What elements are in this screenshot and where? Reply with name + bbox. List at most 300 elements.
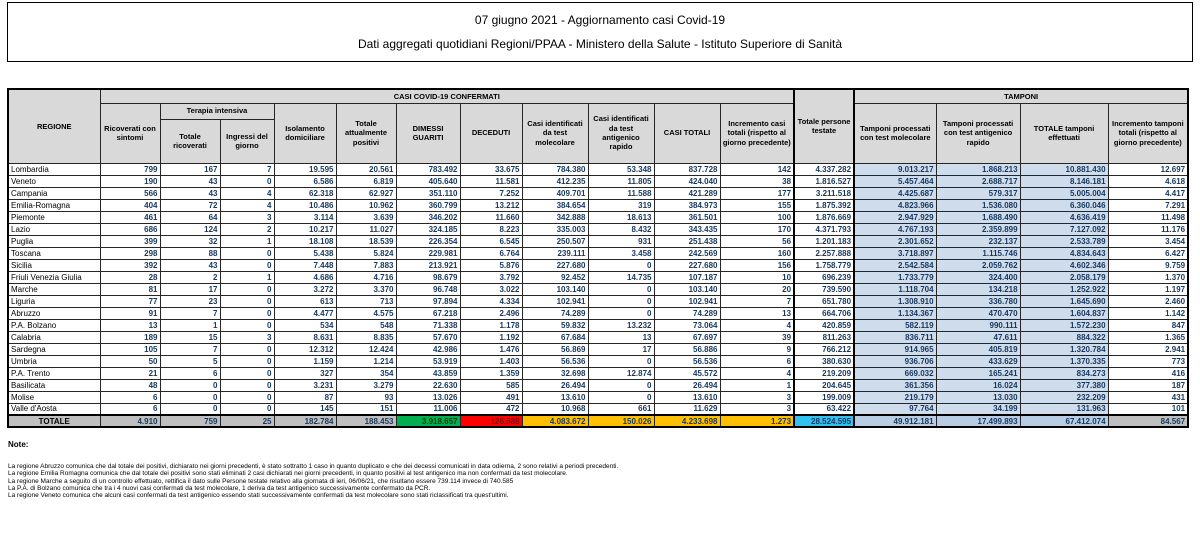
region-name: Calabria (8, 331, 100, 343)
cell: 32 (160, 235, 220, 247)
cell: 6.360.046 (1020, 199, 1108, 211)
cell: 2.947.929 (854, 211, 936, 223)
cell: 101 (1108, 403, 1188, 415)
cell: 3.114 (274, 211, 336, 223)
cell: 56.536 (654, 355, 720, 367)
cell: 9.759 (1108, 259, 1188, 271)
totale-cell: 4.083.672 (522, 415, 588, 427)
header-casi-totali: CASI TOTALI (654, 103, 720, 163)
cell: 0 (588, 307, 654, 319)
cell: 470.470 (936, 307, 1020, 319)
header-deceduti: DECEDUTI (460, 103, 522, 163)
cell: 91 (100, 307, 160, 319)
cell: 13.232 (588, 319, 654, 331)
cell: 73.064 (654, 319, 720, 331)
cell: 11.805 (588, 175, 654, 187)
cell: 10.962 (336, 199, 396, 211)
cell: 0 (160, 403, 220, 415)
cell: 3.279 (336, 379, 396, 391)
cell: 142 (720, 163, 794, 175)
cell: 585 (460, 379, 522, 391)
cell: 0 (588, 283, 654, 295)
cell: 3 (220, 331, 274, 343)
covid-table (7, 88, 1189, 428)
region-name: Valle d'Aosta (8, 403, 100, 415)
cell: 404 (100, 199, 160, 211)
cell: 6.427 (1108, 247, 1188, 259)
cell: 783.492 (396, 163, 460, 175)
cell: 38 (720, 175, 794, 187)
cell: 0 (220, 295, 274, 307)
cell: 213.921 (396, 259, 460, 271)
cell: 773 (1108, 355, 1188, 367)
cell: 1.359 (460, 367, 522, 379)
cell: 834.273 (1020, 367, 1108, 379)
cell: 416 (1108, 367, 1188, 379)
cell: 343.435 (654, 223, 720, 235)
region-name: P.A. Trento (8, 367, 100, 379)
cell: 0 (220, 367, 274, 379)
cell: 32.698 (522, 367, 588, 379)
cell: 651.780 (794, 295, 854, 307)
cell: 4.425.687 (854, 187, 936, 199)
cell: 1.178 (460, 319, 522, 331)
cell: 491 (460, 391, 522, 403)
cell: 17 (160, 283, 220, 295)
cell: 43 (160, 175, 220, 187)
cell: 579.317 (936, 187, 1020, 199)
cell: 1.645.690 (1020, 295, 1108, 307)
cell: 7.291 (1108, 199, 1188, 211)
cell: 93 (336, 391, 396, 403)
header-terapia-intensiva: Terapia intensiva (160, 103, 274, 119)
cell: 74.289 (654, 307, 720, 319)
cell: 134.218 (936, 283, 1020, 295)
cell: 72 (160, 199, 220, 211)
cell: 102.941 (522, 295, 588, 307)
table-row (8, 355, 1188, 367)
note-line: La regione Veneto comunica che alcuni casi confermati da test antigenico essendo stati successivamente confermati da test molecolare sono stati riclassificati tra quest'ultimi. (8, 492, 509, 500)
cell: 88 (160, 247, 220, 259)
cell: 0 (588, 355, 654, 367)
cell: 98.679 (396, 271, 460, 283)
table-row (8, 295, 1188, 307)
cell: 5 (160, 355, 220, 367)
cell: 0 (220, 259, 274, 271)
cell: 74.289 (522, 307, 588, 319)
cell: 45.572 (654, 367, 720, 379)
cell: 713 (336, 295, 396, 307)
region-name: Toscana (8, 247, 100, 259)
cell: 170 (720, 223, 794, 235)
cell: 2.542.584 (854, 259, 936, 271)
cell: 11.176 (1108, 223, 1188, 235)
header-incremento-tamponi: Incremento tamponi totali (rispetto al giorno precedente) (1108, 103, 1188, 163)
cell: 250.507 (522, 235, 588, 247)
note-line: La regione Marche a seguito di un controllo effettuato, rettifica il dato sulle Persone testate relativo alla giornata di ieri, 06/06/21, che risultano essere 739.114 invece di 740.585 (8, 477, 514, 485)
note-line: La regione Abruzzo comunica che dal totale dei positivi, dichiarato nei giorni precedenti, è stato sottratto 1 caso in quanto duplicato e che dei decessi comunicati in data odierna, 2 sono relativi a periodi precedenti. (8, 463, 619, 470)
cell: 319 (588, 199, 654, 211)
cell: 324.185 (396, 223, 460, 235)
header-incremento-casi: Incremento casi totali (rispetto al giorno precedente) (720, 103, 794, 163)
cell: 14.735 (588, 271, 654, 283)
cell: 1.159 (274, 355, 336, 367)
cell: 2.688.717 (936, 175, 1020, 187)
cell: 56.869 (522, 343, 588, 355)
table-row (8, 283, 1188, 295)
cell: 3 (220, 211, 274, 223)
cell: 4.823.966 (854, 199, 936, 211)
header-persone-testate: Totale persone testate (794, 89, 854, 163)
cell: 26.494 (522, 379, 588, 391)
cell: 799 (100, 163, 160, 175)
cell: 661 (588, 403, 654, 415)
cell: 62.318 (274, 187, 336, 199)
cell: 3.211.518 (794, 187, 854, 199)
table-row (8, 187, 1188, 199)
notes-list (8, 463, 1188, 499)
cell: 1.868.213 (936, 163, 1020, 175)
totale-cell: 28.524.595 (794, 415, 854, 427)
cell: 103.140 (522, 283, 588, 295)
region-name: Umbria (8, 355, 100, 367)
cell: 3.639 (336, 211, 396, 223)
cell: 433.629 (936, 355, 1020, 367)
cell: 405.819 (936, 343, 1020, 355)
header-totale-tamponi: TOTALE tamponi effettuati (1020, 103, 1108, 163)
cell: 4.767.193 (854, 223, 936, 235)
cell: 131.963 (1020, 403, 1108, 415)
title-box (7, 2, 1193, 62)
cell: 2.496 (460, 307, 522, 319)
totale-cell: 1.273 (720, 415, 794, 427)
cell: 4.371.793 (794, 223, 854, 235)
cell: 10.881.430 (1020, 163, 1108, 175)
cell: 582.119 (854, 319, 936, 331)
cell: 6 (100, 391, 160, 403)
cell: 13 (588, 331, 654, 343)
cell: 3.792 (460, 271, 522, 283)
cell: 0 (220, 283, 274, 295)
cell: 2.359.899 (936, 223, 1020, 235)
cell: 57.670 (396, 331, 460, 343)
cell: 324.400 (936, 271, 1020, 283)
cell: 10.968 (522, 403, 588, 415)
cell: 4 (220, 187, 274, 199)
cell: 377.380 (1020, 379, 1108, 391)
cell: 15 (160, 331, 220, 343)
cell: 67.218 (396, 307, 460, 319)
cell: 1.142 (1108, 307, 1188, 319)
cell: 2.301.652 (854, 235, 936, 247)
cell: 0 (160, 391, 220, 403)
cell: 4.602.346 (1020, 259, 1108, 271)
cell: 3 (720, 391, 794, 403)
cell: 12.874 (588, 367, 654, 379)
cell: 11.027 (336, 223, 396, 235)
cell: 421.289 (654, 187, 720, 199)
totale-cell: 4.910 (100, 415, 160, 427)
cell: 1.403 (460, 355, 522, 367)
cell: 384.654 (522, 199, 588, 211)
cell: 3.458 (588, 247, 654, 259)
cell: 412.235 (522, 175, 588, 187)
cell: 23 (160, 295, 220, 307)
cell: 346.202 (396, 211, 460, 223)
table-row (8, 247, 1188, 259)
table-row (8, 223, 1188, 235)
cell: 47.611 (936, 331, 1020, 343)
cell: 4.716 (336, 271, 396, 283)
cell: 11.660 (460, 211, 522, 223)
cell: 43 (160, 259, 220, 271)
cell: 13.030 (936, 391, 1020, 403)
cell: 13.610 (522, 391, 588, 403)
totale-cell: 17.499.893 (936, 415, 1020, 427)
cell: 1.875.392 (794, 199, 854, 211)
totale-cell: 84.567 (1108, 415, 1188, 427)
cell: 11.581 (460, 175, 522, 187)
header-group-casi-confermati: CASI COVID-19 CONFERMATI (100, 89, 794, 103)
cell: 472 (460, 403, 522, 415)
cell: 7.883 (336, 259, 396, 271)
region-name: Piemonte (8, 211, 100, 223)
cell: 1.118.704 (854, 283, 936, 295)
table-row (8, 379, 1188, 391)
cell: 11.629 (654, 403, 720, 415)
cell: 0 (220, 355, 274, 367)
cell: 0 (588, 391, 654, 403)
table-row (8, 271, 1188, 283)
cell: 190 (100, 175, 160, 187)
region-name: Veneto (8, 175, 100, 187)
cell: 3 (720, 403, 794, 415)
cell: 102.941 (654, 295, 720, 307)
cell: 242.569 (654, 247, 720, 259)
cell: 28 (100, 271, 160, 283)
cell: 1.604.837 (1020, 307, 1108, 319)
header-dimessi-guariti: DIMESSI GUARITI (396, 103, 460, 163)
cell: 3.454 (1108, 235, 1188, 247)
cell: 56.536 (522, 355, 588, 367)
cell: 67.684 (522, 331, 588, 343)
cell: 167 (160, 163, 220, 175)
cell: 9 (720, 343, 794, 355)
totale-cell: 759 (160, 415, 220, 427)
cell: 81 (100, 283, 160, 295)
region-name: Emilia-Romagna (8, 199, 100, 211)
cell: 42.986 (396, 343, 460, 355)
cell: 8.835 (336, 331, 396, 343)
totale-cell: 188.453 (336, 415, 396, 427)
table-row (8, 199, 1188, 211)
cell: 34.199 (936, 403, 1020, 415)
cell: 5.876 (460, 259, 522, 271)
cell: 43 (160, 187, 220, 199)
cell: 1.688.490 (936, 211, 1020, 223)
cell: 20.561 (336, 163, 396, 175)
cell: 77 (100, 295, 160, 307)
cell: 11.006 (396, 403, 460, 415)
cell: 87 (274, 391, 336, 403)
cell: 53.348 (588, 163, 654, 175)
cell: 420.859 (794, 319, 854, 331)
cell: 4.334 (460, 295, 522, 307)
cell: 107.187 (654, 271, 720, 283)
title-line1: 07 giugno 2021 - Aggiornamento casi Covid-19 (474, 13, 726, 27)
region-name: Friuli Venezia Giulia (8, 271, 100, 283)
cell: 13.610 (654, 391, 720, 403)
cell: 1.320.784 (1020, 343, 1108, 355)
cell: 1.816.527 (794, 175, 854, 187)
cell: 1.365 (1108, 331, 1188, 343)
region-name: Liguria (8, 295, 100, 307)
header-regione: REGIONE (8, 89, 100, 163)
cell: 7 (160, 307, 220, 319)
table-row (8, 391, 1188, 403)
cell: 6 (720, 355, 794, 367)
table-row (8, 175, 1188, 187)
cell: 6.586 (274, 175, 336, 187)
cell: 151 (336, 403, 396, 415)
table-row (8, 343, 1188, 355)
cell: 219.179 (854, 391, 936, 403)
cell: 4.417 (1108, 187, 1188, 199)
cell: 9.013.217 (854, 163, 936, 175)
cell: 361.501 (654, 211, 720, 223)
cell: 13 (720, 307, 794, 319)
cell: 2 (160, 271, 220, 283)
cell: 336.780 (936, 295, 1020, 307)
region-name: Abruzzo (8, 307, 100, 319)
cell: 3.231 (274, 379, 336, 391)
cell: 739.590 (794, 283, 854, 295)
cell: 187 (1108, 379, 1188, 391)
cell: 696.239 (794, 271, 854, 283)
cell: 1.308.910 (854, 295, 936, 307)
cell: 22.630 (396, 379, 460, 391)
cell: 7 (720, 295, 794, 307)
region-name: Molise (8, 391, 100, 403)
cell: 124 (160, 223, 220, 235)
cell: 21 (100, 367, 160, 379)
cell: 18.613 (588, 211, 654, 223)
cell: 424.040 (654, 175, 720, 187)
cell: 380.630 (794, 355, 854, 367)
cell: 1 (720, 379, 794, 391)
region-name: Sardegna (8, 343, 100, 355)
cell: 7.448 (274, 259, 336, 271)
cell: 784.380 (522, 163, 588, 175)
cell: 0 (588, 295, 654, 307)
note-line: La P.A. di Bolzano comunica che tra i 4 nuovi casi confermati da test molecolare, 1 deriva da test antigenico successivamente confermato da PCR. (8, 484, 431, 492)
header-casi-test-molecolare: Casi identificati da test molecolare (522, 103, 588, 163)
cell: 0 (220, 175, 274, 187)
cell: 160 (720, 247, 794, 259)
cell: 884.322 (1020, 331, 1108, 343)
cell: 56.886 (654, 343, 720, 355)
cell: 0 (160, 379, 220, 391)
cell: 847 (1108, 319, 1188, 331)
cell: 351.110 (396, 187, 460, 199)
cell: 1.370.335 (1020, 355, 1108, 367)
cell: 67.697 (654, 331, 720, 343)
cell: 155 (720, 199, 794, 211)
cell: 6.819 (336, 175, 396, 187)
cell: 1.252.922 (1020, 283, 1108, 295)
cell: 3.718.897 (854, 247, 936, 259)
header-totale-attualmente-positivi: Totale attualmente positivi (336, 103, 396, 163)
cell: 2.058.179 (1020, 271, 1108, 283)
cell: 669.032 (854, 367, 936, 379)
cell: 165.241 (936, 367, 1020, 379)
cell: 1.476 (460, 343, 522, 355)
table-row (8, 163, 1188, 175)
header-casi-test-antigenico: Casi identificati da test antigenico rapido (588, 103, 654, 163)
totale-cell: 4.233.698 (654, 415, 720, 427)
cell: 0 (588, 259, 654, 271)
region-name: Puglia (8, 235, 100, 247)
cell: 1 (160, 319, 220, 331)
cell: 7.127.092 (1020, 223, 1108, 235)
cell: 18.539 (336, 235, 396, 247)
cell: 4 (720, 367, 794, 379)
cell: 62.927 (336, 187, 396, 199)
totale-cell: 182.784 (274, 415, 336, 427)
header-tamponi-molecolare: Tamponi processati con test molecolare (854, 103, 936, 163)
cell: 13.212 (460, 199, 522, 211)
header-tamponi-antigenico: Tamponi processati con test antigenico rapido (936, 103, 1020, 163)
cell: 39 (720, 331, 794, 343)
cell: 399 (100, 235, 160, 247)
cell: 251.438 (654, 235, 720, 247)
cell: 12.312 (274, 343, 336, 355)
cell: 8.432 (588, 223, 654, 235)
notes-label: Note: (8, 440, 29, 449)
table-body (8, 163, 1188, 427)
table-row (8, 367, 1188, 379)
cell: 936.706 (854, 355, 936, 367)
cell: 227.680 (654, 259, 720, 271)
table-row (8, 211, 1188, 223)
cell: 19.595 (274, 163, 336, 175)
cell: 97.894 (396, 295, 460, 307)
cell: 392 (100, 259, 160, 271)
cell: 1.201.183 (794, 235, 854, 247)
cell: 405.640 (396, 175, 460, 187)
cell: 1.134.367 (854, 307, 936, 319)
cell: 7 (220, 163, 274, 175)
cell: 3.022 (460, 283, 522, 295)
cell: 2.257.888 (794, 247, 854, 259)
cell: 105 (100, 343, 160, 355)
cell: 837.728 (654, 163, 720, 175)
cell: 342.888 (522, 211, 588, 223)
cell: 0 (220, 247, 274, 259)
cell: 26.494 (654, 379, 720, 391)
cell: 4.477 (274, 307, 336, 319)
cell: 0 (220, 307, 274, 319)
cell: 1.197 (1108, 283, 1188, 295)
region-name: P.A. Bolzano (8, 319, 100, 331)
cell: 566 (100, 187, 160, 199)
table-row (8, 259, 1188, 271)
cell: 360.799 (396, 199, 460, 211)
cell: 1.536.080 (936, 199, 1020, 211)
table-row (8, 331, 1188, 343)
cell: 613 (274, 295, 336, 307)
cell: 0 (220, 319, 274, 331)
